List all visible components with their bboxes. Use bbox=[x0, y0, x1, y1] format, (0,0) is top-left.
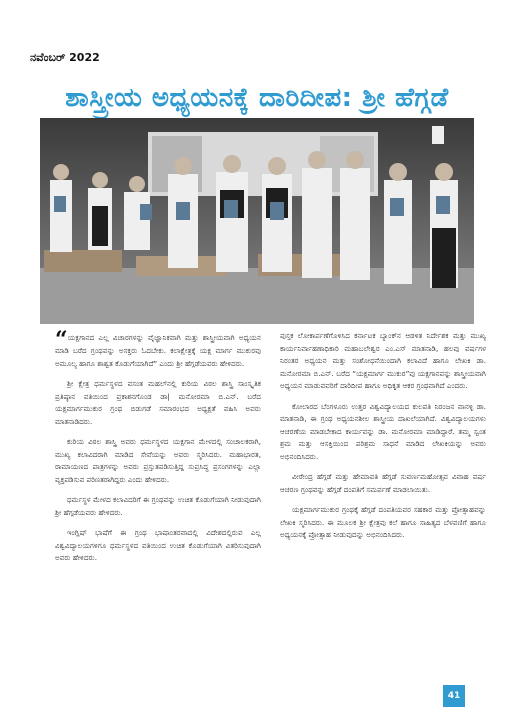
right-paragraph-4: ಯಕ್ಷಮಾರ್ಗಮುಕುರ ಗ್ರಂಥಕ್ಕೆ ಹೆಗ್ಗಡೆ ದಂಪತಿಯವರ ಸಹಕಾರ ಮತ್ತು ಪ್ರೋತ್ಸಾಹವನ್ನು ಲೇಖಕಿ ಸ್ಮರಿಸಿದರು. ಈ ಮೂಲಕ ಶ್ರೀ ಕ್ಷೇತ್ರವು ಕಲೆ ಹಾಗೂ ಸಾಹಿತ್ಯದ ಬೆಳವಣಿಗೆ ಹಾಗೂ ಅಧ್ಯಯನಕ್ಕೆ ಪ್ರೋತ್ಸಾಹ ನೀಡುವುದನ್ನು ಅಭಿನಂದಿಸಿದರು. bbox=[280, 505, 486, 539]
page-number: 41 bbox=[443, 685, 465, 707]
stage-photo-illustration bbox=[40, 118, 474, 324]
left-paragraph-1-text: ಯಕ್ಷಗಾನದ ಎಲ್ಲ ವಿಚಾರಗಳನ್ನು ವೈಜ್ಞಾನಿಕವಾಗಿ ಮತ್ತು ಶಾಸ್ತ್ರೀಯವಾಗಿ ಅಧ್ಯಯನ ಮಾಡಿ ಬರೆದ ಗ್ರಂಥವನ್ನು ಅಸಕ್ತರು ಓದಬೇಕು. ಕಲಾಕ್ಷೇತ್ರಕ್ಕೆ ಯಕ್ಷ ಮಾರ್ಗ ಮುಕುರವು ಅಮೂಲ್ಯ ಹಾಗೂ ಶಾಶ್ವತ ಕೊಡುಗೆಯಾಗಿದೆ” ಎಂದು ಶ್ರೀ ಹೆಗ್ಗಡೆಯವರು ಹೇಳಿದರು. bbox=[55, 333, 261, 368]
left-paragraph-1 bbox=[55, 327, 261, 370]
left-paragraph-2: ಶ್ರೀ ಕ್ಷೇತ್ರ ಧರ್ಮಸ್ಥಳದ ವಸಂತ ಮಹಲ್‌ನಲ್ಲಿ ಕುರಿಯ ವಿಠಲ ಶಾಸ್ತ್ರಿ ಸಾಂಸ್ಕೃತಿಕ ಪ್ರತಿಷ್ಠಾನ ವತಿಯಿಂದ ಪ್ರಕಾಶನಗೊಂಡ ಡಾ| ಮನೋರಮಾ ಬಿ.ಎನ್. ಬರೆದ ಯಕ್ಷಮಾರ್ಗಮುಕುರ ಗ್ರಂಥ ಬಿಡುಗಡೆ ಸಮಾರಂಭದ ಅಧ್ಯಕ್ಷತೆ ವಹಿಸಿ ಅವರು ಮಾತನಾಡಿದರು. bbox=[55, 379, 261, 426]
article-left-column bbox=[55, 327, 261, 573]
issue-date: ನವೆಂಬರ್ 2022 bbox=[30, 51, 100, 64]
opening-quote-mark: “ bbox=[55, 327, 68, 353]
left-paragraph-4: ಧರ್ಮಸ್ಥಳ ಮೇಳದ ಕಲಾವಿದರಿಗೆ ಈ ಗ್ರಂಥವನ್ನು ಉಚಿತ ಕೊಡುಗೆಯಾಗಿ ನೀಡುವುದಾಗಿ ಶ್ರೀ ಹೆಗ್ಗಡೆಯವರು ಹೇಳಿದರು. bbox=[55, 495, 261, 517]
left-paragraph-5: ಇಂಗ್ಲಿಷ್ ಭಾಷೆಗೆ ಈ ಗ್ರಂಥ ಭಾಷಾಂತರವಾದಲ್ಲಿ ವಿದೇಶದಲ್ಲಿರುವ ಎಲ್ಲ ವಿಶ್ವವಿದ್ಯಾಲಯಗಳಿಗೂ ಧರ್ಮಸ್ಥಳದ ವತಿಯಿಂದ ಉಚಿತ ಕೊಡುಗೆಯಾಗಿ ವಿತರಿಸುವುದಾಗಿ ಅವರು ಹೇಳಿದರು. bbox=[55, 528, 261, 562]
article-photo bbox=[40, 118, 474, 324]
right-paragraph-2: ಕೋಲಾರದ ಬೆಂಗಳೂರು ಉತ್ತರ ವಿಶ್ವವಿದ್ಯಾಲಯದ ಕುಲಪತಿ ನಿರಂಜನ ವಾನಳ್ಳಿ ಡಾ. ಮಾತನಾಡಿ, ಈ ಗ್ರಂಥ ಅಧ್ಯಯನಶೀಲ ಶಾಸ್ತ್ರೀಯ ದಾಖಲೆಯಾಗಿದೆ. ವಿಶ್ವವಿದ್ಯಾಲಯಗಳು ಆಚರಣೆಯ ಮಾಡಬೇಕಾದ ಕಾರ್ಯವನ್ನು ಡಾ. ಮನೋರಮಾ ಮಾಡಿದ್ದಾರೆ. ತಮ್ಮ ಸ್ವಂತ ಶ್ರಮ ಮತ್ತು ಆಸಕ್ತಿಯಿಂದ ಪರಿಶ್ರಮ ಸಾಧನೆ ಮಾಡಿದ ಲೇಖಕಿಯನ್ನು ಅವರು ಅಭಿನಂದಿಸಿದರು. bbox=[280, 401, 486, 461]
right-paragraph-1: ಪುಸ್ತಕ ಲೋಕಾರ್ಪಣೆಗೊಳಿಸಿದ ಕರ್ನಾಟಕ ಬ್ಯಾಂಕ್‌ನ ಆಡಳಿತ ನಿರ್ದೇಶಕ ಮತ್ತು ಮುಖ್ಯ ಕಾರ್ಯನಿರ್ವಾಹಣಾಧಿಕಾರಿ ಮಹಾಬಲೇಶ್ವರ ಎಂ.ಎಸ್ ಮಾತನಾಡಿ, ಹಲವು ವರ್ಷಗಳ ನಿರಂತರ ಅಧ್ಯಯನ ಮತ್ತು ಸಂಶೋಧನೆಯಿಂದಾಗಿ ಕಲಾವಿದೆ ಹಾಗೂ ಲೇಖಕಿ ಡಾ. ಮನೋರಮಾ ಬಿ.ಎನ್. ಬರೆದ “ಯಕ್ಷಮಾರ್ಗ ಮುಕುರ”ವು ಯಕ್ಷಗಾನವನ್ನು ಶಾಸ್ತ್ರೀಯವಾಗಿ ಅಧ್ಯಯನ ಮಾಡುವವರಿಗೆ ದಾರಿದೀಪ ಹಾಗೂ ಅಧಿಕೃತ ಆಕರ ಗ್ರಂಥವಾಗಿದೆ ಎಂದರು. bbox=[280, 331, 486, 390]
left-paragraph-3: ಕುರಿಯ ವಿಠಲ ಶಾಸ್ತ್ರಿ ಅವರು ಧರ್ಮಸ್ಥಳದ ಯಕ್ಷಗಾನ ಮೇಳದಲ್ಲಿ ಸಂಚಾಲಕರಾಗಿ, ಮುಖ್ಯ ಕಲಾವಿದರಾಗಿ ಮಾಡಿದ ಸೇವೆಯನ್ನು ಅವರು ಸ್ಮರಿಸಿದರು. ಮಹಾಭಾರತ, ರಾಮಾಯಣದ ಪಾತ್ರಗಳನ್ನು ಅವರು ಪ್ರಸ್ತುತಪಡಿಸುತ್ತಿದ್ದ ಸುಪ್ರಸಿದ್ಧ ಪ್ರಸಂಗಗಳನ್ನು ಎಲ್ಲಾ ವ್ಯಕ್ತಪಡಿಸುವ ಪರಿಣತರಾಗಿದ್ದರು ಎಂದು ಹೇಳಿದರು. bbox=[55, 437, 261, 484]
right-paragraph-3: ವೀರೇಂದ್ರ ಹೆಗ್ಗಡೆ ಮತ್ತು ಹೇಮಾವತಿ ಹೆಗ್ಗಡೆ ಸುವರ್ಣಮಹೋತ್ಸವ ವಿವಾಹ ವರ್ಷ ಆಚರಣ ಗ್ರಂಥವನ್ನು ಹೆಗ್ಗಡೆ ದಂಪತಿಗೆ ಸಮರ್ಪಣೆ ಮಾಡಲಾಯಿತು. bbox=[280, 472, 486, 494]
article-headline: ಶಾಸ್ತ್ರೀಯ ಅಧ್ಯಯನಕ್ಕೆ ದಾರಿದೀಪ: ಶ್ರೀ ಹೆಗ್ಗಡೆ bbox=[65, 83, 449, 113]
article-right-column bbox=[280, 330, 486, 550]
